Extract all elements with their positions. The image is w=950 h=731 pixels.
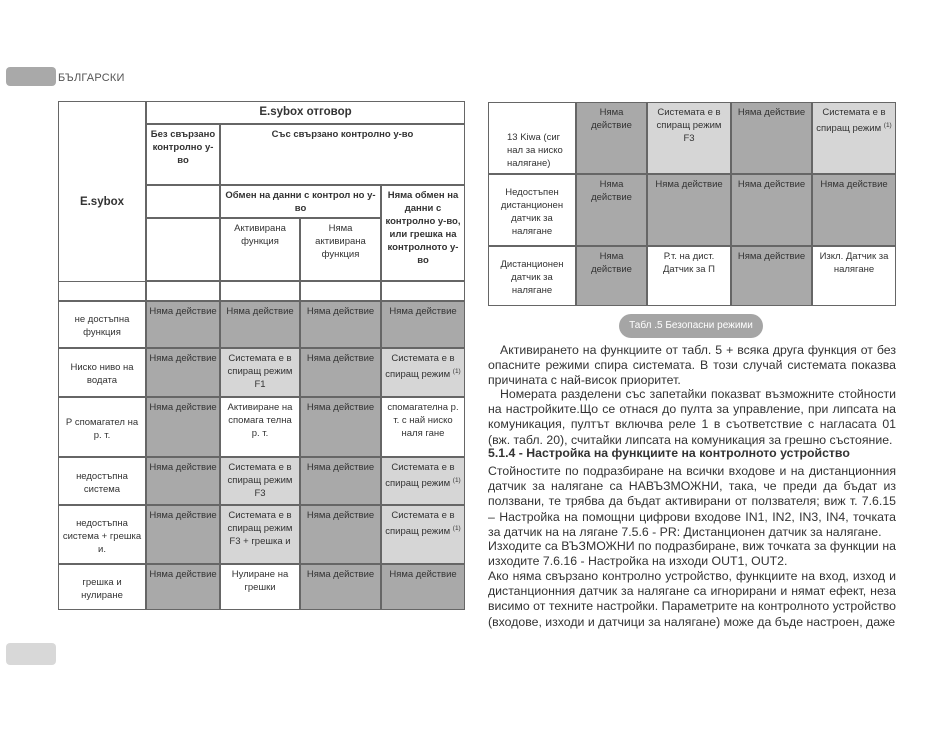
table-cell: Няма действие: [146, 301, 220, 348]
table-cell: Няма действие: [300, 457, 381, 505]
paragraph-5: Ако няма свързано контролно устройство, функциите на вход, изход и дистанционния датчик за налягане са игнорирани и нямат ефект, неза висимо от техните настройки. Параметрите на контролното устройство (входове, изходи и датчици за налягане) може да бъде настроен, даже: [488, 569, 896, 629]
table-cell: Няма действие: [146, 397, 220, 457]
row-label: не достъпна функция: [58, 301, 146, 348]
cell-text: Системата е в спиращ режим: [816, 107, 886, 135]
header-activated: Активирана функция: [220, 218, 300, 281]
cell-text: Системата е в спиращ режим: [385, 510, 455, 538]
header-no-exchange: Няма обмен на данни с контролно у-во, или грешка на контролното у-во: [381, 185, 465, 281]
footnote-mark: (1): [452, 477, 461, 484]
table-cell: Изкл. Датчик за налягане: [812, 246, 896, 306]
paragraph-text: Активирането на функциите от табл. 5 + всяка друга функция от без опасните режими спира системата. В този случай системата показва причината с най-висок приоритет.: [488, 343, 896, 388]
table-caption: Табл .5 Безопасни режими: [619, 314, 763, 338]
table-cell: Няма действие: [647, 174, 731, 246]
table-cell: Няма действие: [146, 348, 220, 397]
spacer-cell: [146, 281, 220, 301]
header-no-device: Без свързано контролно у-во: [146, 124, 220, 185]
footnote-mark: (1): [883, 122, 892, 129]
paragraph-3: Стойностите по подразбиране на всички входове и на дистанционния датчик за налягане са НАВЪЗМОЖНИ, така, че преди да бъдат из ползвани, те трябва да бъдат активирани от ползвателя; виж т. 7.6.15 – Настройка на помощни цифрови входове IN1, IN2, IN3, IN4, точката за датчик на на лягане 7.5.6 - PR: Дистанционен датчик за налягане.: [488, 464, 896, 539]
row-header-esybox: E.sybox: [58, 101, 146, 301]
header-not-activated: Няма активирана функция: [300, 218, 381, 281]
header-data-exchange: Обмен на данни с контрол но у-во: [220, 185, 381, 218]
table-cell: Системата е в спиращ режим F1: [220, 348, 300, 397]
paragraph-4: Изходите са ВЪЗМОЖНИ по подразбиране, виж точката за функции на изходите 7.6.16 - Настройка на изходи OUT1, OUT2.: [488, 539, 896, 569]
cell-text: Системата е в спиращ режим: [385, 353, 455, 381]
paragraph-text: Номерата разделени със запетайки показват възможните стойности на настройките.Що се отнася до пулта за управление, при липсата на комуникация, пултът включва реле 1 в съответствие с нагласата 01 (вж. табл. 20), считайки липсата на комуникация за грешно състояние.: [488, 387, 896, 447]
table-cell: Няма действие: [146, 457, 220, 505]
table-cell: Няма действие: [731, 246, 812, 306]
table-cell: Няма действие: [300, 301, 381, 348]
row-label: Р спомагател на р. т.: [58, 397, 146, 457]
spacer-cell: [381, 281, 465, 301]
spacer-cell: [300, 281, 381, 301]
table-cell: Няма действие: [146, 505, 220, 564]
table-title: E.sybox отговор: [146, 101, 465, 124]
table-cell: Системата е в спиращ режим F3: [647, 102, 731, 174]
table-cell: Системата е в спиращ режим F3: [220, 457, 300, 505]
header-with-device: Със свързано контролно у-во: [220, 124, 465, 185]
row-label: 13 Kiwa (сиг нал за ниско налягане): [488, 102, 576, 174]
table-cell: Няма действие: [300, 564, 381, 610]
table-cell: Нулиране на грешки: [220, 564, 300, 610]
row-label: недостъпна система: [58, 457, 146, 505]
table-cell: Няма действие: [576, 102, 647, 174]
table-cell: Няма действие: [300, 397, 381, 457]
footnote-mark: (1): [452, 368, 461, 375]
table-cell: Няма действие: [381, 301, 465, 348]
page-number-tab: [6, 643, 56, 665]
table-cell: Няма действие: [812, 174, 896, 246]
paragraph-2: [488, 387, 896, 448]
row-label: Ниско ниво на водата: [58, 348, 146, 397]
header-empty-2: [146, 218, 220, 281]
table-cell: спомагателна р. т. с най ниско наля гане: [381, 397, 465, 457]
table-cell: Няма действие: [576, 174, 647, 246]
table-cell: Няма действие: [300, 505, 381, 564]
spacer-cell: [58, 281, 146, 301]
row-label: недостъпна система + грешка и.: [58, 505, 146, 564]
spacer-cell: [220, 281, 300, 301]
paragraph-1: [488, 343, 896, 389]
table-cell: Няма действие: [731, 174, 812, 246]
cell-text: Системата е в спиращ режим: [385, 462, 455, 490]
table-cell: Няма действие: [220, 301, 300, 348]
footnote-mark: (1): [452, 525, 461, 532]
table-cell: Няма действие: [576, 246, 647, 306]
table-cell: [812, 102, 896, 174]
page-tab-top: [6, 67, 56, 86]
table-cell: [381, 348, 465, 397]
table-cell: Р.т. на дист. Датчик за П: [647, 246, 731, 306]
row-label: Дистанционен датчик за налягане: [488, 246, 576, 306]
table-cell: Няма действие: [300, 348, 381, 397]
header-empty-1: [146, 185, 220, 218]
row-label: грешка и нулиране: [58, 564, 146, 610]
table-cell: [381, 457, 465, 505]
table-cell: [381, 505, 465, 564]
table-cell: Няма действие: [731, 102, 812, 174]
language-header: БЪЛГАРСКИ: [58, 72, 125, 84]
table-cell: Няма действие: [381, 564, 465, 610]
table-cell: Системата е в спиращ режим F3 + грешка и: [220, 505, 300, 564]
section-heading: 5.1.4 - Настройка на функциите на контролното устройство: [488, 446, 850, 460]
row-label: Недостъпен дистанционен датчик за налягане: [488, 174, 576, 246]
table-cell: Активиране на спомага телна р. т.: [220, 397, 300, 457]
table-cell: Няма действие: [146, 564, 220, 610]
